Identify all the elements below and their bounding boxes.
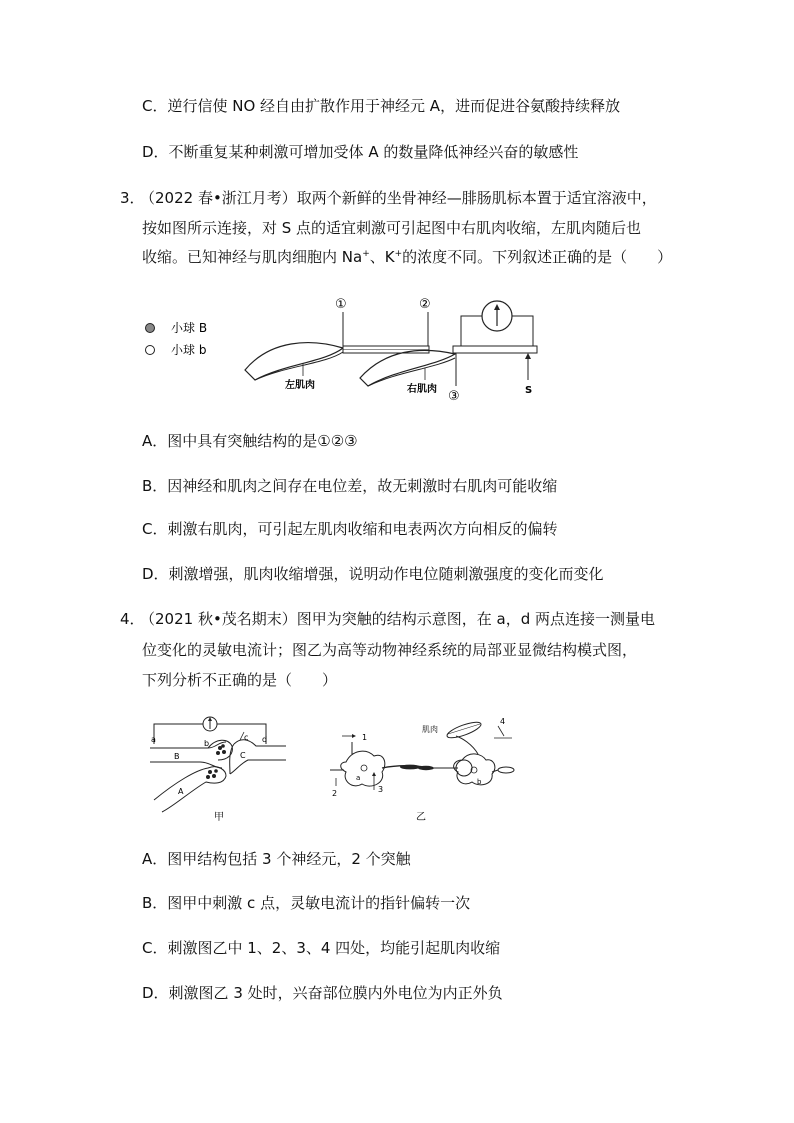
jia-C: C	[240, 751, 246, 760]
yi-soma-b: b	[477, 778, 482, 786]
q4-number: 4．	[120, 610, 145, 628]
legend-ball-big-b-icon	[146, 324, 155, 333]
label-2: ②	[419, 297, 431, 312]
left-muscle-shape	[245, 343, 343, 380]
q3-option-b: B．因神经和肌肉之间存在电位差，故无刺激时右肌肉可能收缩	[142, 477, 558, 495]
q3-option-c: C．刺激右肌肉，可引起左肌肉收缩和电表两次方向相反的偏转	[142, 520, 558, 538]
jia-a: a	[151, 735, 156, 744]
legend-ball-big-b: 小球 B	[171, 321, 208, 335]
label-s: S	[525, 385, 533, 396]
label-1: ①	[335, 297, 347, 312]
legend-ball-small-b-icon	[146, 346, 155, 355]
yi-soma-a: a	[356, 774, 361, 782]
jia-A: A	[178, 787, 184, 796]
q3-option-d: D．刺激增强，肌肉收缩增强，说明动作电位随刺激强度的变化而变化	[142, 565, 604, 583]
q4-stem-line1: （2021 秋•茂名期末）图甲为突触的结构示意图，在 a，d 两点连接一测量电	[140, 610, 656, 628]
label-right-muscle: 右肌肉	[407, 384, 437, 395]
yi-n1: 1	[362, 733, 368, 742]
q2-option-c: C．逆行信使 NO 经自由扩散作用于神经元 A，进而促进谷氨酸持续释放	[142, 97, 621, 115]
right-nerve	[453, 346, 537, 353]
q4-stem-line2: 位变化的灵敏电流计；图乙为高等动物神经系统的局部亚显微结构模式图，	[142, 641, 638, 659]
yi-muscle-icon	[445, 719, 482, 741]
jia-c: c	[244, 733, 249, 742]
jia-caption: 甲	[214, 812, 224, 823]
jia-b: b	[204, 739, 210, 748]
jia-d: d	[262, 735, 268, 744]
q4-figure-yi	[322, 712, 522, 824]
yi-muscle-label: 肌肉	[422, 725, 438, 734]
q3-figure	[135, 290, 555, 415]
yi-n4: 4	[500, 717, 506, 726]
q4-option-a: A．图甲结构包括 3 个神经元，2 个突触	[142, 850, 411, 868]
q3-number: 3．	[120, 189, 145, 207]
q3-stem-line2: 按如图所示连接，对 S 点的适宜刺激可引起图中右肌肉收缩，左肌肉随后也	[142, 219, 642, 237]
q4-stem-line3: 下列分析不正确的是（ ）	[142, 671, 338, 689]
jia-B: B	[174, 752, 180, 761]
legend-ball-small-b: 小球 b	[171, 343, 207, 357]
right-muscle-shape	[360, 350, 455, 386]
q2-option-d: D．不断重复某种刺激可增加受体 A 的数量降低神经兴奋的敏感性	[142, 143, 579, 161]
yi-n2: 2	[332, 789, 338, 798]
q4-option-c: C．刺激图乙中 1、2、3、4 四处，均能引起肌肉收缩	[142, 939, 501, 957]
yi-caption: 乙	[416, 812, 426, 823]
label-left-muscle: 左肌肉	[285, 380, 315, 391]
label-3: ③	[448, 389, 460, 404]
q3-stem-line1: （2022 春•浙江月考）取两个新鲜的坐骨神经—腓肠肌标本置于适宜溶液中，	[140, 189, 657, 207]
q3-option-a: A．图中具有突触结构的是①②③	[142, 432, 358, 450]
yi-n3: 3	[378, 785, 384, 794]
q4-option-d: D．刺激图乙 3 处时，兴奋部位膜内外电位为内正外负	[142, 984, 503, 1002]
q4-figure-jia	[148, 712, 288, 824]
q4-option-b: B．图甲中刺激 c 点，灵敏电流计的指针偏转一次	[142, 894, 471, 912]
q3-stem-line3: 收缩。已知神经与肌肉细胞内 Na+、K+的浓度不同。下列叙述正确的是（ ）	[142, 248, 673, 266]
